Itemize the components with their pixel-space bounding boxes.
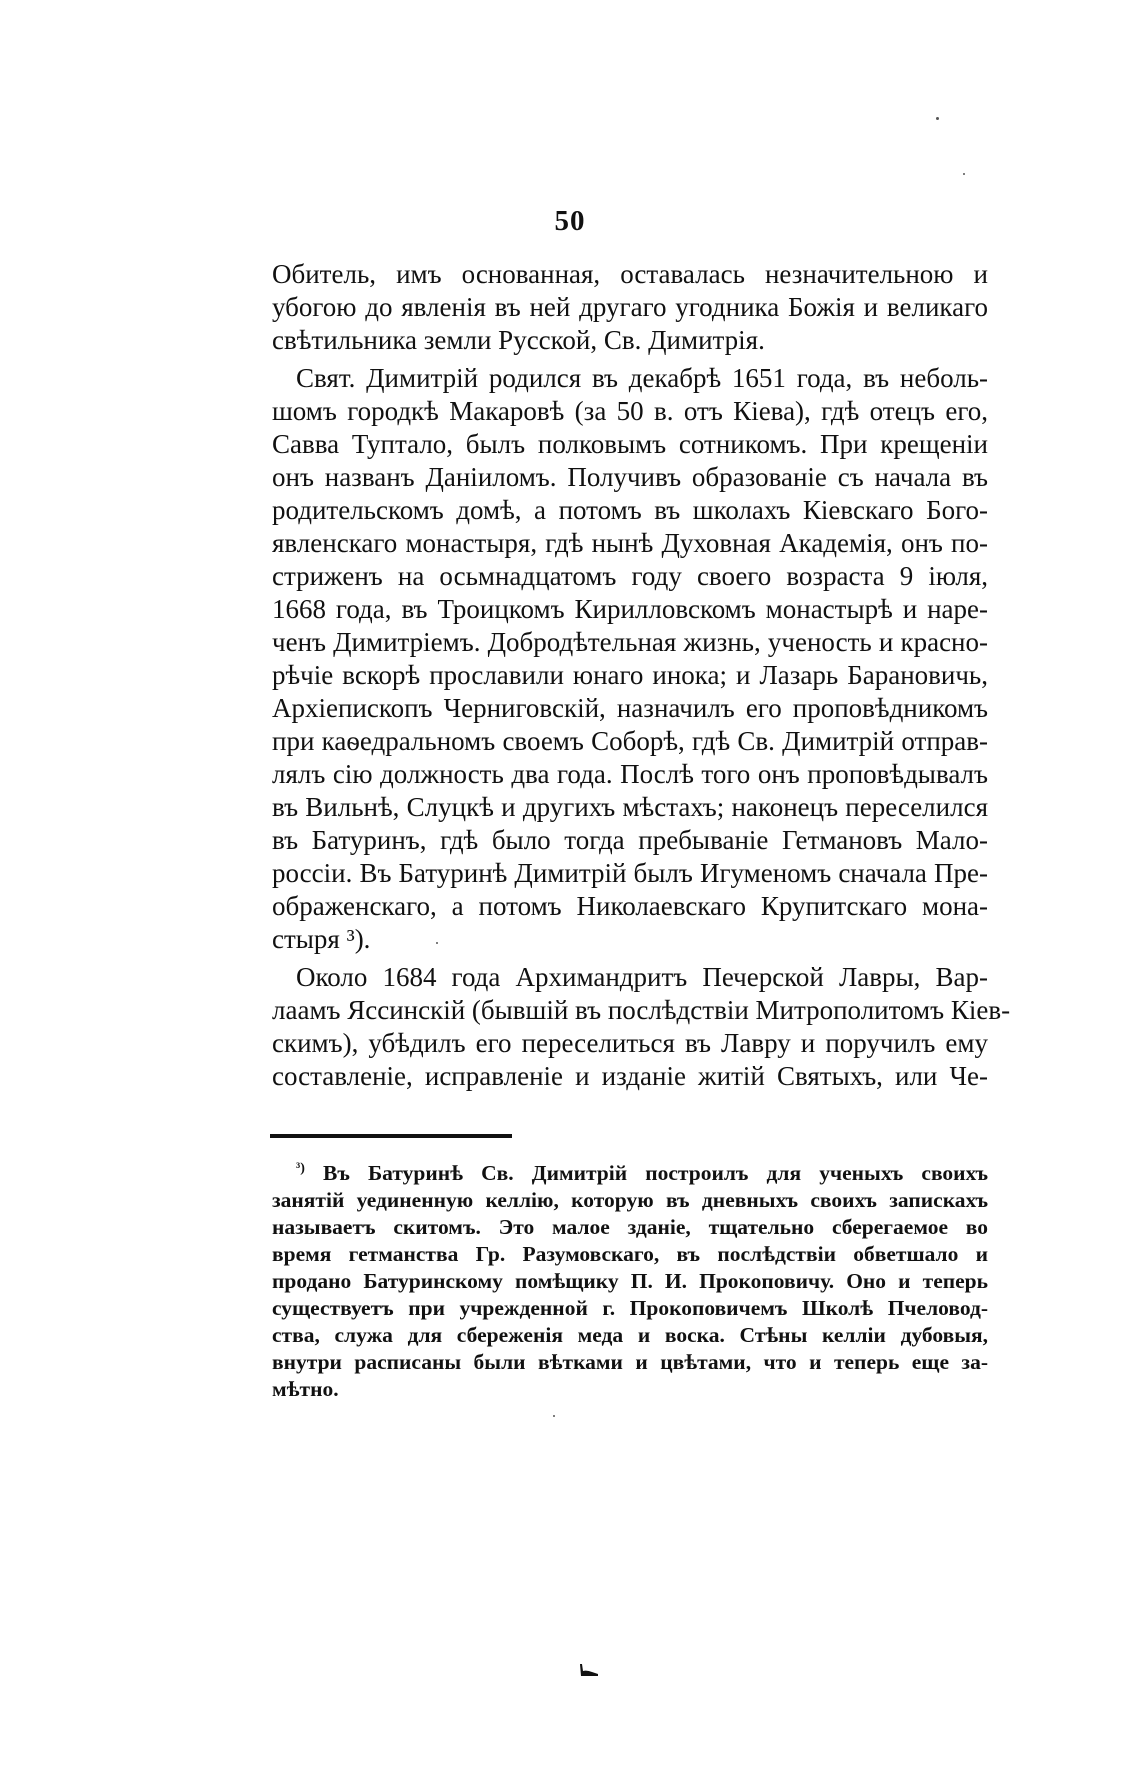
- text-line: убогою до явленія въ ней другаго угодника Божія и великаго: [272, 292, 988, 322]
- scan-speck: [936, 117, 939, 120]
- footnote-line: мѣтно.: [272, 1377, 339, 1401]
- text-line: Обитель, имъ основанная, оставалась незначительною и: [272, 259, 988, 289]
- text-line: составленіе, исправленіе и изданіе житій Святыхъ, или Че-: [272, 1061, 988, 1091]
- page-number: 50: [554, 205, 586, 237]
- text-line: лаамъ Яссинскій (бывшій въ послѣдствіи Митрополитомъ Кіев-: [272, 995, 1011, 1025]
- footnote-divider: [270, 1134, 512, 1138]
- scan-speck: [553, 1415, 555, 1417]
- text-line: Свят. Димитрій родился въ декабрѣ 1651 года, въ неболь-: [296, 363, 988, 393]
- text-line: при каѳедральномъ своемъ Соборѣ, гдѣ Св. Димитрій отправ-: [272, 726, 988, 756]
- text-line: Архіепископъ Черниговскій, назначилъ его проповѣдникомъ: [272, 693, 988, 723]
- text-line: ченъ Димитріемъ. Добродѣтельная жизнь, ученость и красно-: [272, 627, 988, 657]
- text-line: ображенскаго, а потомъ Николаевскаго Крупитскаго мона-: [272, 891, 988, 921]
- text-line: въ Батуринъ, гдѣ было тогда пребываніе Гетмановъ Мало-: [272, 825, 988, 855]
- scan-speck: [963, 173, 965, 175]
- text-line: скимъ), убѣдилъ его переселиться въ Лавру и поручилъ ему: [272, 1028, 988, 1058]
- text-line: Савва Туптало, былъ полковымъ сотникомъ. При крещеніи: [272, 429, 988, 459]
- footnote-line: внутри расписаны были вѣтками и цвѣтами, что и теперь еще за-: [272, 1350, 988, 1374]
- footnote-line: ства, служа для сбереженія меда и воска. Стѣны келліи дубовыя,: [272, 1323, 988, 1347]
- text-line: въ Вильнѣ, Слуцкѣ и другихъ мѣстахъ; наконецъ переселился: [272, 792, 988, 822]
- text-line: лялъ сію должность два года. Послѣ того онъ проповѣдывалъ: [272, 759, 988, 789]
- footnote-line: Въ Батуринѣ Св. Димитрій построилъ для ученыхъ своихъ: [322, 1161, 989, 1185]
- footnote: [272, 1160, 988, 1403]
- main-text: [272, 258, 1011, 1093]
- text-line: Около 1684 года Архимандритъ Печерской Лавры, Вар-: [296, 962, 988, 992]
- text-line: рѣчіе вскорѣ прославили юнаго инока; и Лазарь Барановичь,: [272, 660, 988, 690]
- text-line: россіи. Въ Батуринѣ Димитрій былъ Игуменомъ сначала Пре-: [272, 858, 988, 888]
- footnote-line: называетъ скитомъ. Это малое зданіе, тщательно сберегаемое во: [272, 1215, 988, 1239]
- signature-mark-icon: [578, 1663, 600, 1682]
- text-line: шомъ городкѣ Макаровѣ (за 50 в. отъ Кіева), гдѣ отецъ его,: [272, 396, 988, 426]
- footnote-line: продано Батуринскому помѣщику П. И. Прокоповичу. Оно и теперь: [272, 1269, 988, 1293]
- text-line: онъ названъ Даніиломъ. Получивъ образованіе съ начала въ: [272, 462, 988, 492]
- footnote-line: существуетъ при учрежденной г. Прокоповичемъ Школѣ Пчеловод-: [272, 1296, 988, 1320]
- text-line: родительскомъ домѣ, а потомъ въ школахъ Кіевскаго Бого-: [272, 495, 988, 525]
- footnote-first-line: [272, 1160, 988, 1187]
- text-line: стыря ³).: [272, 924, 371, 954]
- text-line: стриженъ на осьмнадцатомъ году своего возраста 9 іюля,: [272, 561, 988, 591]
- text-line: 1668 года, въ Троицкомъ Кирилловскомъ монастырѣ и наре-: [272, 594, 988, 624]
- footnote-line: время гетманства Гр. Разумовскаго, въ послѣдствіи обветшало и: [272, 1242, 988, 1266]
- footnote-marker: ³): [296, 1160, 305, 1176]
- footnote-line: занятій уединенную келлію, которую въ дневныхъ своихъ запискахъ: [272, 1188, 988, 1212]
- text-line: явленскаго монастыря, гдѣ нынѣ Духовная Академія, онъ по-: [272, 528, 988, 558]
- text-line: свѣтильника земли Русской, Св. Димитрія.: [272, 325, 765, 355]
- scan-speck: [436, 942, 438, 944]
